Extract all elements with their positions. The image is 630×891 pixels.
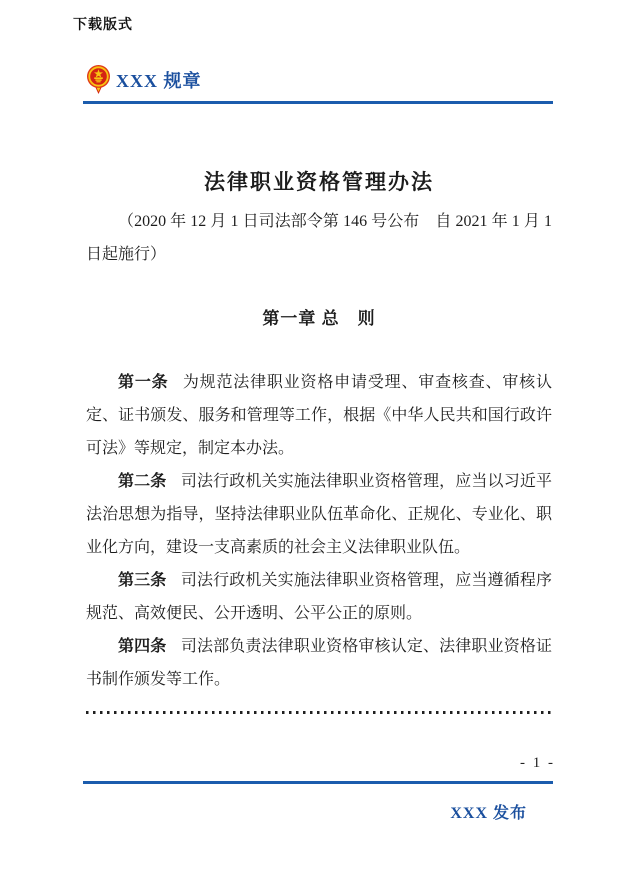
- article-number: 第一条: [118, 374, 169, 391]
- national-emblem-icon: [86, 64, 111, 95]
- document-body: [86, 165, 552, 696]
- dotted-separator: [86, 711, 552, 714]
- page-number: - 1 -: [520, 755, 555, 771]
- chapter-heading: 第一章 总 则: [262, 309, 376, 328]
- article-text: 司法行政机关实施法律职业资格管理，应当遵循程序规范、高效便民、公开透明、公平公正的原则。: [86, 572, 552, 622]
- article-paragraph-3: [86, 564, 552, 630]
- article-number: 第三条: [118, 572, 167, 589]
- page-header: [86, 64, 202, 95]
- article-text: 为规范法律职业资格申请受理、审查核查、审核认定、证书颁发、服务和管理等工作，根据《中华人民共和国行政许可法》等规定，制定本办法。: [86, 374, 552, 457]
- publisher-label: XXX 发布: [450, 805, 527, 822]
- download-layout-label: 下载版式: [73, 18, 133, 33]
- article-text: 司法行政机关实施法律职业资格管理，应当以习近平法治思想为指导，坚持法律职业队伍革命化、正规化、专业化、职业化方向，建设一支高素质的社会主义法律职业队伍。: [86, 473, 552, 556]
- article-text: 司法部负责法律职业资格审核认定、法律职业资格证书制作颁发等工作。: [86, 638, 552, 688]
- footer-divider-line: [83, 781, 553, 784]
- document-subtitle: （2020 年 12 月 1 日司法部令第 146 号公布 自 2021 年 1 月 1 日起施行）: [86, 213, 552, 263]
- article-number: 第二条: [118, 473, 167, 490]
- header-divider-line: [83, 101, 553, 104]
- document-title: 法律职业资格管理办法: [204, 170, 434, 194]
- article-paragraph-2: [86, 465, 552, 564]
- header-brand-label: XXX 规章: [116, 70, 202, 91]
- article-paragraph-4: [86, 630, 552, 696]
- article-paragraph-1: [86, 366, 552, 465]
- article-number: 第四条: [118, 638, 167, 655]
